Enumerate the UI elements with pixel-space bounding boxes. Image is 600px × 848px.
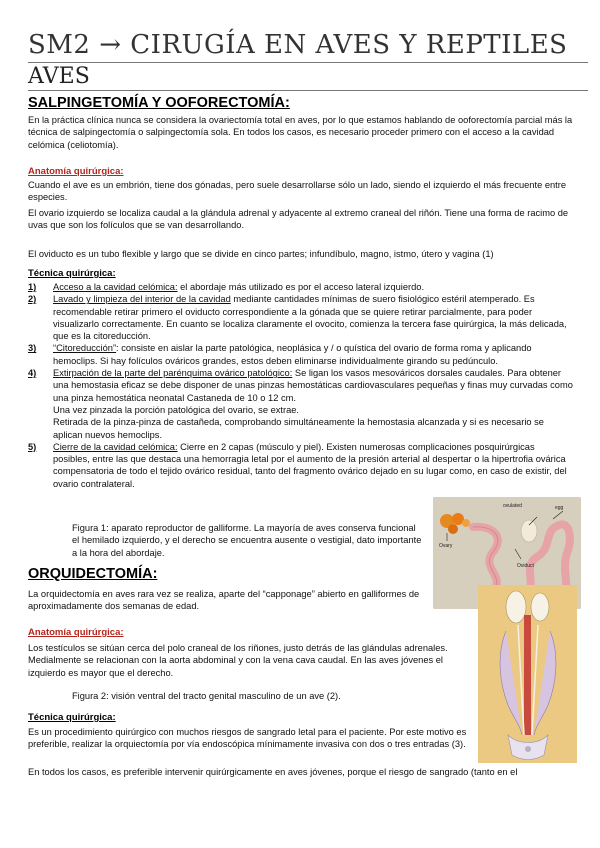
salp-anatomy-p3: El oviducto es un tubo flexible y largo que se divide en cinco partes; infundíbulo, magno, istmo, útero y vagina (1) — [28, 249, 494, 259]
heading-orquidectomia: ORQUIDECTOMÍA: — [28, 566, 158, 582]
salp-technique-title: Técnica quirúrgica: — [28, 268, 116, 279]
salp-steps-list — [28, 281, 573, 490]
orq-technique-title: Técnica quirúrgica: — [28, 712, 116, 723]
heading-salpingectomia: SALPINGETOMÍA Y OOFORECTOMÍA: — [28, 95, 290, 111]
figure-1-label-top: ovulated — [503, 503, 522, 509]
step-5: 5) Cierre de la cavidad celómica: Cierre en 2 capas (músculo y piel). Existen numerosas complicaciones posquirúrgicas posibles, entre las que destaca una hemorragia letal por el aumento de la presión arterial al despertar o la hipertrofia ovárica compensatoria de todo el tejido ovárico residual, tanto del fragmento ovárico dejado en su lugar como, en caso de existir, del ovario contralateral. — [28, 441, 567, 489]
aorta — [524, 615, 531, 735]
figure-1-label-right: egg — [555, 505, 564, 511]
orq-technique-p1: Es un procedimiento quirúrgico con muchos riesgos de sangrado letal para el paciente. Por este motivo es preferible, realizar la orquiectomía por vía endoscópica mínimamente invasiva con dos o tres entradas (3). — [28, 727, 467, 750]
salp-anatomy-p2: El ovario izquierdo se localiza caudal a la glándula adrenal y adyacente al extremo craneal del riñón. Tiene una forma de racimo de uvas que son los folículos que se van desarrollando. — [28, 208, 569, 231]
salp-anatomy-title: Anatomía quirúrgica: — [28, 166, 124, 177]
orq-anatomy-p1: Los testículos se sitúan cerca del polo craneal de los riñones, justo detrás de las glándulas adrenales. Medialmente se relacionan con la aorta abdominal y con la vena cava caudal. En las aves jóvenes el izquierdo es mayor que el derecho. — [28, 643, 448, 678]
figure-1-label-ovary: Ovary — [439, 543, 453, 549]
step-1: 1) Acceso a la cavidad celómica: el abordaje más utilizado es por el acceso lateral izquierdo. — [28, 282, 425, 292]
figure-2-male-tract-image — [478, 585, 577, 763]
figure-1-label-oviduct: Oviduct — [517, 563, 534, 569]
salp-anatomy-p1: Cuando el ave es un embrión, tiene dos gónadas, pero suele desarrollarse sólo un lado, siendo el izquierdo el más frecuente entre especies. — [28, 180, 567, 203]
egg-shape — [521, 520, 537, 542]
orq-anatomy-title: Anatomía quirúrgica: — [28, 627, 124, 638]
salp-intro-paragraph: En la práctica clínica nunca se considera la ovariectomía total en aves, por lo que estamos hablando de ooforectomía parcial más la técnica de salpingectomía o salpingectomía sola. En todos los casos, es necesario proceder primero con el acceso a la cavidad celómica (celiotomía). — [28, 115, 573, 150]
step-4: 4) Extirpación de la parte del parénquima ovárico patológico: Se ligan los vasos mesováricos dorsales caudales. Para obtener una hemostasia eficaz se debe disponer de unas pinzas hemostáticas cardiovasculares pequeñas y finas muy curvadas como una pinza hemostática neonatal Castaneda de 10 o 12 cm. Una vez pinzada la porción patológica del ovario, se extrae. Retirada de la pinza-pinza de castañeda, comprobando simultáneamente la hemostasia alcanzada y si es necesario se aplican nuevos hemoclips. — [28, 368, 573, 440]
testis-right — [531, 593, 549, 621]
testis-left — [506, 591, 526, 623]
orq-intro-paragraph: La orquidectomía en aves rara vez se realiza, aparte del “capponage” abierto en galliformes de aproximadamente dos semanas de edad. — [28, 589, 420, 612]
figure-2-drawing — [478, 585, 577, 763]
document-title: SM2 → CIRUGÍA EN AVES Y REPTILES — [28, 30, 588, 63]
step-2: 2) Lavado y limpieza del interior de la cavidad mediante cantidades mínimas de suero fisiológico estéril atemperado. Es recomendable retirar primero el oviducto correspondiente a la gónada que se quiere retirar parcialmente, para poder visualizarlo correctamente. En cuanto se localiza claramente el ovocito, comienza la tercera fase quirúrgica, la más delicada, que es la citoreducción. — [28, 294, 567, 342]
figure-1-caption: Figura 1: aparato reproductor de galliforme. La mayoría de aves conserva funcional el hemilado izquierdo, y el derecho se encuentra ausente o vestigial, dato importante a la hora del abordaje. — [72, 523, 422, 558]
orq-technique-p2: En todos los casos, es preferible intervenir quirúrgicamente en aves jóvenes, porque el riesgo de sangrado (tanto en el — [28, 767, 518, 777]
section-title-aves: AVES — [28, 64, 588, 91]
step-3: 3) “Citoreducción”: consiste en aislar la parte patológica, neoplásica y / o quística del ovario de forma roma y aplicando hemoclips. Si hay folículos ováricos grandes, estos deben eliminarse individualmente girando su pedúnculo. — [28, 343, 532, 366]
figure-2-caption: Figura 2: visión ventral del tracto genital masculino de un ave (2). — [72, 691, 341, 701]
